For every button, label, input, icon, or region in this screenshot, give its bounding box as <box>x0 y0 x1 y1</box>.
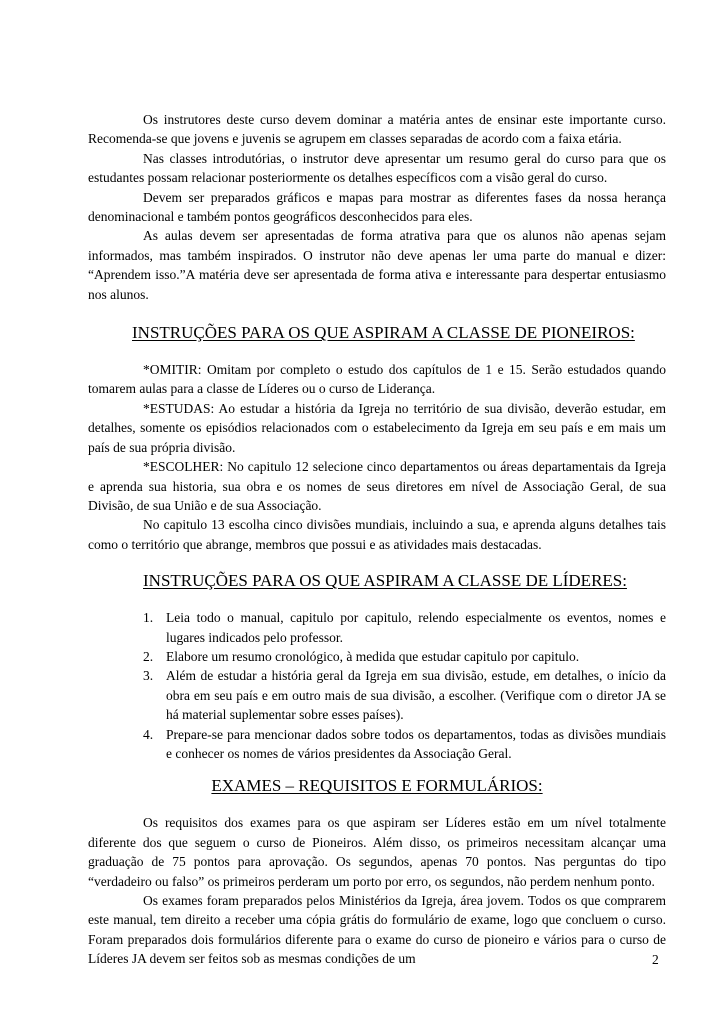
leaders-list <box>88 608 666 763</box>
list-item <box>143 647 666 666</box>
intro-paragraph: Nas classes introdutórias, o instrutor deve apresentar um resumo geral do curso para que os estudantes possam relacionar posteriormente os detalhes específicos com a visão geral do curso. <box>88 150 666 186</box>
pioneers-paragraph: *ESCOLHER: No capitulo 12 selecione cinco departamentos ou áreas departamentais da Igreja e aprenda sua historia, sua obra e os nomes de seus diretores em nível de Associação Geral, de sua Divisão, de sua União e de sua Associação. <box>88 459 666 513</box>
list-item-text: Leia todo o manual, capitulo por capitulo, relendo especialmente os eventos, nomes e lugares indicados pelo professor. <box>166 610 666 645</box>
list-item-number: 3. <box>143 668 154 684</box>
pioneers-paragraph: *OMITIR: Omitam por completo o estudo dos capítulos de 1 e 15. Serão estudados quando tomarem aulas para a classe de Líderes ou o curso de Liderança. <box>88 362 666 397</box>
exams-heading-text: EXAMES – REQUISITOS E FORMULÁRIOS: <box>211 776 543 796</box>
list-item <box>143 608 666 647</box>
pioneers-section <box>88 360 666 554</box>
page-number: 2 <box>652 952 659 967</box>
intro-paragraph: Os instrutores deste curso devem dominar a matéria antes de ensinar este importante curso. Recomenda-se que jovens e juvenis se agrupem em classes separadas de acordo com a faixa etária. <box>88 112 666 147</box>
intro-paragraph: As aulas devem ser apresentadas de forma atrativa para que os alunos não apenas sejam informados, mas também inspirados. O instrutor não deve apenas ler uma parte do manual e dizer: “Aprendem isso.”A matéria deve ser apresentada de forma ativa e interessante para despertar entusiasmo nos alunos. <box>88 228 666 302</box>
intro-paragraph: Devem ser preparados gráficos e mapas para mostrar as diferentes fases da nossa herança denominacional e também pontos geográficos desconhecidos para eles. <box>88 189 666 225</box>
list-item-text: Prepare-se para mencionar dados sobre todos os departamentos, todas as divisões mundiais e conhecer os nomes de vários presidentes da Associação Geral. <box>166 726 666 761</box>
pioneers-heading: INSTRUÇÕES PARA OS QUE ASPIRAM A CLASSE DE PIONEIROS: <box>132 323 635 343</box>
list-item-text: Elabore um resumo cronológico, à medida que estudar capitulo por capitulo. <box>166 648 580 664</box>
list-item-number: 1. <box>143 610 154 626</box>
list-item-number: 4. <box>143 726 154 742</box>
pioneers-paragraph: No capitulo 13 escolha cinco divisões mundiais, incluindo a sua, e aprenda alguns detalhes tais como o território que abrange, membros que possui e as atividades mais destacadas. <box>88 517 666 552</box>
exams-paragraph: Os requisitos dos exames para os que aspiram ser Líderes estão em um nível totalmente diferente dos que seguem o curso de Pioneiros. Além disso, os primeiros necessitam alcançar uma graduação de 75 pontos para aprovação. Os segundos, apenas 70 pontos. Nas perguntas do tipo “verdadeiro ou falso” os primeiros perderam um porto por erro, os segundos, não perdem nenhum ponto. <box>88 815 666 889</box>
exams-paragraph: Os exames foram preparados pelos Ministérios da Igreja, área jovem. Todos os que comprarem este manual, tem direito a receber uma cópia grátis do formulário de exame, logo que concluem o curso. Foram preparados dois formulários diferente para o exame do curso de pioneiro e vários para o curso de Líderes JA devem ser feitos sob as mesmas condições de um <box>88 893 666 967</box>
exams-heading <box>88 775 666 797</box>
list-item-text: Além de estudar a história geral da Igreja em sua divisão, estude, em detalhes, o início da obra em seu país e em outro mais de sua divisão, a escolher. (Verifique com o diretor JA se há material suplementar sobre esses países). <box>166 668 666 723</box>
list-item-number: 2. <box>143 648 154 664</box>
pioneers-paragraph: *ESTUDAS: Ao estudar a história da Igreja no território de sua divisão, deverão estudar, em detalhes, somente os episódios relacionados com o estabelecimento da Igreja em seu país e em mais um país de sua própria divisão. <box>88 400 666 455</box>
list-item <box>143 666 666 724</box>
document-page <box>88 110 666 969</box>
list-item <box>143 725 666 764</box>
intro-section <box>88 110 666 304</box>
exams-section <box>88 813 666 968</box>
leaders-heading: INSTRUÇÕES PARA OS QUE ASPIRAM A CLASSE DE LÍDERES: <box>143 571 627 591</box>
